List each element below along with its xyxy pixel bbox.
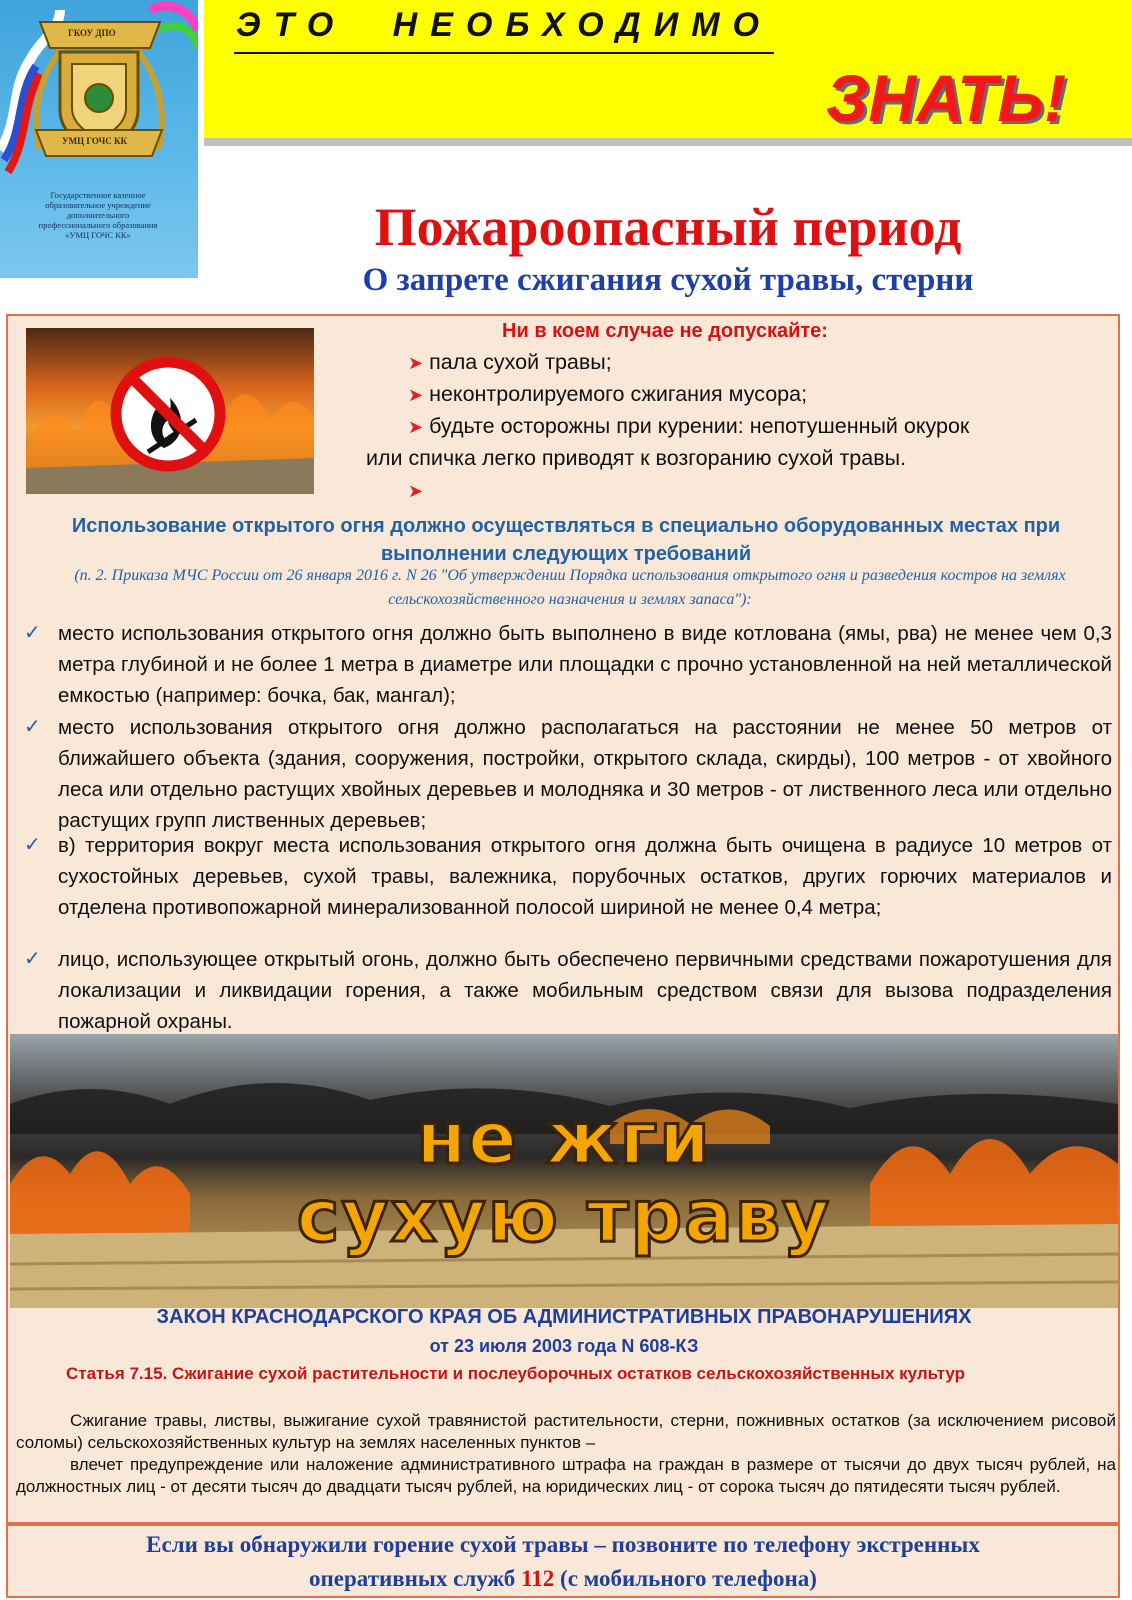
organization-logo	[0, 0, 198, 278]
arrow-icon: ➤	[408, 481, 424, 501]
warning-item: ➤ будьте осторожны при курении: непотушенный окурок	[408, 414, 970, 438]
checkmark-icon: ✓	[24, 622, 41, 644]
checkmark-icon: ✓	[24, 948, 41, 970]
dont-burn-grass-poster	[10, 1034, 1118, 1308]
warning-title: Ни в коем случае не допускайте:	[502, 320, 828, 342]
arrow-icon: ➤	[408, 385, 424, 405]
poster-line1: не жги	[416, 1096, 712, 1180]
banner-shadow	[204, 138, 1132, 146]
page-title: Пожароопасный период	[374, 197, 962, 257]
requirement-item: ✓ место использования открытого огня должно быть выполнено в виде котлована (ямы, рва) не менее чем 0,3 метра глубиной и не более 1 метра в диаметре или площадки с прочно установленной на ней металлической емкостью (например: бочка, бак, мангал);	[26, 618, 1112, 711]
warning-item-continued: или спичка легко приводят к возгоранию сухой травы.	[366, 446, 907, 470]
poster-line2: сухую траву	[296, 1174, 832, 1258]
law-date: от 23 июля 2003 года N 608-КЗ	[429, 1336, 699, 1356]
page-subtitle: О запрете сжигания сухой травы, стерни	[362, 262, 974, 298]
open-fire-reference: (п. 2. Приказа МЧС России от 26 января 2016 г. N 26 "Об утверждении Порядка использования открытого огня и разведения костров на землях сельскохозяйственного назначения и землях запаса"):	[74, 567, 1066, 608]
checkmark-icon: ✓	[24, 834, 41, 856]
warning-item: ➤ пала сухой травы;	[408, 350, 612, 374]
law-penalty: влечет предупреждение или наложение административного штрафа на граждан в размере от тысячи до двух тысяч рублей, на должностных лиц - от десяти тысяч до двадцати тысяч рублей, на юридических лиц - от сорока тысяч до пятидесяти тысяч рублей.	[16, 1455, 1116, 1496]
logo-bottom-label: УМЦ ГОЧС КК	[62, 136, 128, 146]
requirement-item: ✓ лицо, использующее открытый огонь, должно быть обеспечено первичными средствами пожаротушения для локализации и ликвидации горения, а также мобильным средством связи для вызова подразделения пожарной охраны.	[26, 944, 1112, 1037]
requirement-item: ✓ место использования открытого огня должно располагаться на расстоянии не менее 50 метров от ближайшего объекта (здания, сооружения, постройки, открытого склада, скирды), 100 метров - от хвойного леса или отдельно растущих хвойных деревьев и молодняка и 30 метров - от лиственного леса или отдельно растущих групп лиственных деревьев;	[26, 712, 1112, 836]
logo-top-label: ГКОУ ДПО	[68, 28, 116, 38]
emergency-call-text: Если вы обнаружили горение сухой травы – позвоните по телефону экстренных оперативных служб 112 (с мобильного телефона)	[146, 1532, 980, 1591]
emergency-number: 112	[521, 1566, 555, 1591]
banner-big-text: ЗНАТЬ!	[826, 61, 1067, 135]
no-fire-icon	[26, 328, 314, 494]
checkmark-icon: ✓	[24, 716, 41, 738]
open-fire-title: Использование открытого огня должно осуществляться в специально оборудованных местах при выполнении следующих требований	[71, 515, 1061, 565]
logo-description: Государственное казенное образовательное учреждение дополнительного профессионального образования «УМЦ ГОЧС КК»	[38, 190, 158, 240]
banner-underline	[234, 52, 774, 54]
warning-item: ➤ неконтролируемого сжигания мусора;	[408, 382, 808, 406]
no-fire-image	[26, 328, 314, 494]
arrow-icon: ➤	[408, 353, 424, 373]
law-article: Статья 7.15. Сжигание сухой растительности и послеуборочных остатков сельскохозяйственных культур	[66, 1364, 965, 1383]
banner-top-text: ЭТО НЕОБХОДИМО	[236, 6, 772, 44]
requirement-item: ✓ в) территория вокруг места использования открытого огня должна быть очищена в радиусе 10 метров от сухостойных деревьев, сухой травы, валежника, порубочных остатков, других горючих материалов и отделена противопожарной минерализованной полосой шириной не менее 0,4 метра;	[26, 830, 1112, 923]
arrow-icon: ➤	[408, 417, 424, 437]
law-text: Сжигание травы, листвы, выжигание сухой травянистой растительности, стерни, пожнивных остатков (за исключением рисовой соломы) сельскохозяйственных культур на землях населенных пунктов –	[16, 1411, 1116, 1452]
law-title: ЗАКОН КРАСНОДАРСКОГО КРАЯ ОБ АДМИНИСТРАТИВНЫХ ПРАВОНАРУШЕНИЯХ	[156, 1306, 972, 1328]
